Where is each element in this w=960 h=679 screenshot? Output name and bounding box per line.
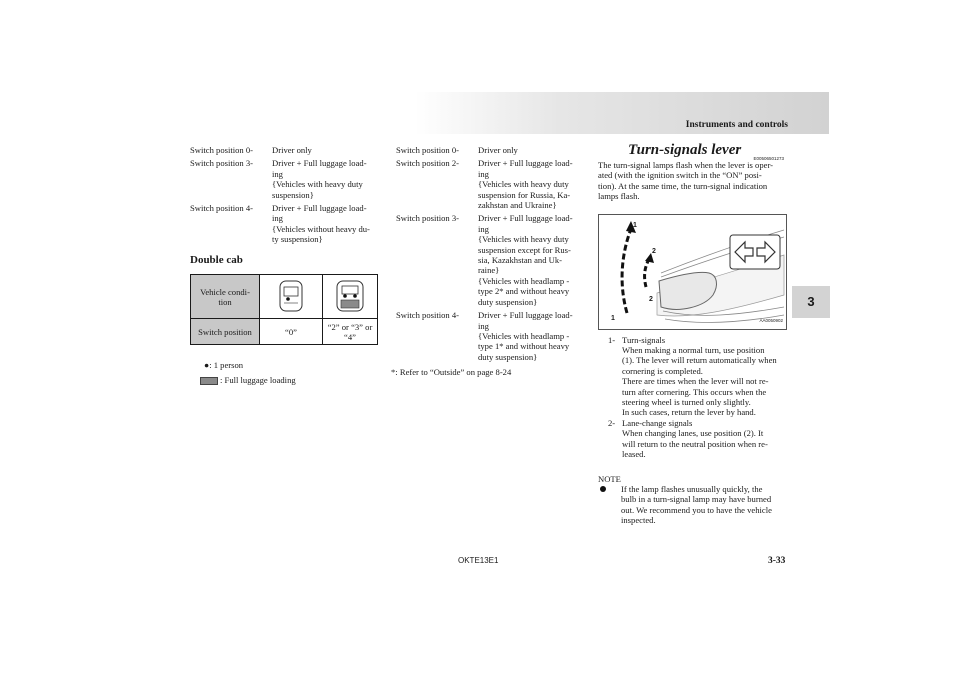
legend-person-text: ●: 1 person (204, 360, 244, 370)
spec-line: ing (478, 223, 489, 234)
spec-row (190, 203, 378, 245)
spec-row (190, 158, 378, 200)
list-line: When changing lanes, use position (2). It (622, 428, 764, 439)
spec-line: ing (478, 168, 489, 179)
spec-value (478, 213, 573, 307)
spec-line: suspension for Russia, Ka- (478, 189, 571, 200)
table-row-label-switch-position: Switch position (191, 319, 260, 345)
spec-line: duty suspension} (478, 296, 538, 307)
list-item (608, 418, 788, 460)
spec-line: ty suspension} (272, 234, 323, 245)
figure-mark-1-bottom: 1 (611, 314, 615, 322)
spec-label: Switch position 4- (396, 310, 460, 321)
list-line: There are times when the lever will not re- (622, 376, 769, 387)
intro-line: lamps flash. (598, 191, 640, 202)
figure-mark-1-top: 1 (633, 221, 637, 229)
spec-value (478, 145, 518, 155)
note-item (600, 484, 788, 526)
list-item (608, 335, 788, 418)
spec-line: type 1* and without heavy (478, 341, 570, 352)
spec-line: {Vehicles with heavy duty (478, 234, 569, 245)
intro-line: tion). At the same time, the turn-signal indication (598, 180, 768, 191)
intro-line: The turn-signal lamps flash when the lever is oper- (598, 160, 773, 170)
turn-signals-section (598, 142, 788, 526)
spec-line: ing (272, 213, 283, 224)
vehicle-icon-full-load (323, 275, 378, 319)
spec-label: Switch position 3- (396, 213, 460, 224)
turn-signal-lever-figure (598, 214, 787, 330)
intro-line: ated (with the ignition switch in the “ON” posi- (598, 170, 762, 181)
spec-line: Driver only (478, 145, 518, 155)
note-line: out. We recommend you to have the vehicle (621, 504, 772, 515)
figure-mark-2-top: 2 (652, 247, 656, 255)
switch-value-b: “2” or “3” or “4” (323, 319, 378, 345)
list-body (622, 418, 788, 460)
spec-value (478, 310, 573, 362)
spec-line: Driver + Full luggage load- (478, 213, 573, 224)
spec-line: duty suspension} (478, 351, 538, 362)
section-heading: Turn-signals lever (628, 142, 742, 158)
footer-doc-code: OKTE13E1 (458, 556, 499, 565)
running-header: Instruments and controls (685, 120, 788, 130)
page-number: 3-33 (768, 556, 786, 566)
item-list (608, 335, 788, 460)
list-line: In such cases, return the lever by hand. (622, 407, 756, 418)
note-bullet-icon (600, 484, 621, 526)
spec-row (396, 145, 582, 155)
spec-line: {Vehicles with headlamp - (478, 275, 570, 286)
list-line: turn after cornering. This occurs when the (622, 386, 767, 397)
spec-line: zakhstan and Ukraine} (478, 200, 557, 211)
list-line: Turn-signals (622, 334, 666, 345)
table-row-label-vehicle-condition: Vehicle condi-tion (191, 275, 260, 319)
footnote: *: Refer to “Outside” on page 8-24 (391, 367, 512, 378)
spec-line: Driver only (272, 145, 312, 155)
legend-luggage-text: : Full luggage loading (220, 375, 296, 386)
figure-mark-2-bottom: 2 (649, 295, 653, 303)
list-body (622, 335, 788, 418)
spec-value (272, 158, 367, 200)
note-line: inspected. (621, 515, 656, 526)
list-line: will return to the neutral position when re- (622, 438, 768, 449)
note-body (621, 484, 788, 526)
spec-line: raine} (478, 265, 500, 276)
spec-line: Driver + Full luggage load- (478, 158, 573, 169)
note-line: bulb in a turn-signal lamp may have burned (621, 494, 772, 505)
spec-line: suspension except for Rus- (478, 244, 571, 255)
doc-code: E00506501273 (753, 156, 784, 161)
spec-label: Switch position 4- (190, 203, 254, 214)
spec-line: Driver + Full luggage load- (272, 158, 367, 169)
list-line: (1). The lever will return automatically when (622, 355, 777, 366)
luggage-swatch-icon (200, 377, 218, 385)
list-line: steering wheel is turned only slightly. (622, 397, 751, 408)
switch-position-table (190, 274, 378, 345)
spec-line: suspension} (272, 189, 314, 200)
vehicle-icon-driver-only (260, 275, 323, 319)
list-number: 2- (608, 417, 616, 428)
intro-paragraph (598, 160, 788, 202)
spec-row (396, 213, 582, 307)
spec-row (190, 145, 378, 155)
heading-row (598, 142, 788, 161)
figure-code: AA0050902 (759, 318, 783, 324)
spec-line: sia, Kazakhstan and Uk- (478, 255, 562, 266)
switch-value-a: “0” (260, 319, 323, 345)
spec-line: {Vehicles with heavy duty (478, 179, 569, 190)
spec-value (478, 158, 573, 210)
spec-label: Switch position 3- (190, 158, 254, 169)
spec-line: type 2* and without heavy (478, 286, 570, 297)
spec-row (396, 310, 582, 362)
list-line: Lane-change signals (622, 417, 693, 428)
spec-label: Switch position 0- (190, 145, 254, 155)
legend-luggage (200, 375, 296, 385)
table-legend (200, 360, 296, 386)
spec-label: Switch position 0- (396, 145, 460, 155)
switch-position-list-1 (190, 145, 378, 245)
legend-person (200, 360, 296, 370)
spec-label: Switch position 2- (396, 158, 460, 169)
spec-line: ing (272, 168, 283, 179)
section-title-double-cab: Double cab (190, 254, 243, 266)
list-line: leased. (622, 449, 646, 460)
spec-row (396, 158, 582, 210)
list-line: When making a normal turn, use position (622, 345, 765, 356)
list-number: 1- (608, 334, 616, 345)
spec-line: ing (478, 320, 489, 331)
list-line: cornering is completed. (622, 365, 703, 376)
spec-line: Driver + Full luggage load- (272, 203, 367, 214)
spec-value (272, 145, 312, 155)
note-title: NOTE (598, 473, 621, 484)
chapter-tab: 3 (792, 286, 830, 318)
spec-line: {Vehicles without heavy du- (272, 223, 370, 234)
spec-line: {Vehicles with heavy duty (272, 179, 363, 190)
switch-position-list-2 (391, 145, 582, 378)
spec-value (272, 203, 370, 245)
note-line: If the lamp flashes unusually quickly, the (621, 483, 763, 494)
spec-line: Driver + Full luggage load- (478, 310, 573, 321)
spec-line: {Vehicles with headlamp - (478, 330, 570, 341)
